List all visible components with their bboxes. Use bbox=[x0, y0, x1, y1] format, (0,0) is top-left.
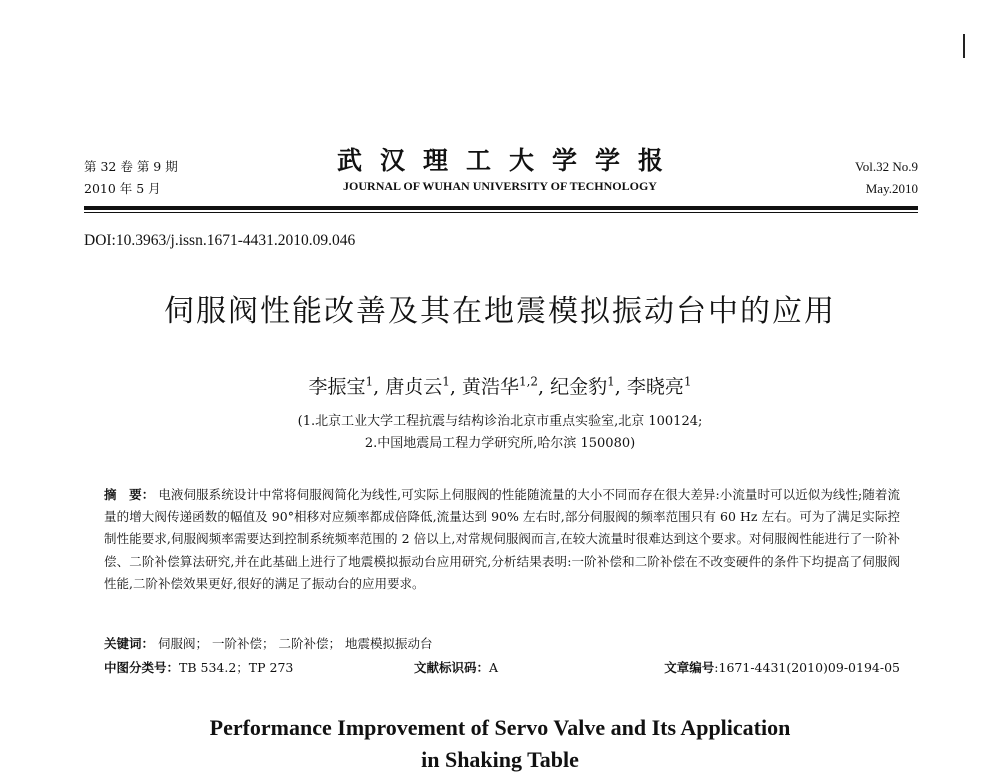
abstract-text: 电液伺服系统设计中常将伺服阀简化为线性,可实际上伺服阀的性能随流量的大小不同而存在很大差异:小流量时可以近似为线性;随着流量的增大阀传递函数的幅值及 90°相移对应频率都成倍降低,流量达到 90% 左右时,部分伺服阀的频率范围只有 60 Hz 左右。可为了满足实际控制性能要求,伺服阀频率需要达到控制系统频率范围的 2 倍以上,对常规伺服阀而言,在较大流量时很难达到这个要求。对伺服阀性能进行了一阶补偿、二阶补偿算法研究,并在此基础上进行了地震模拟振动台应用研究,分析结果表明:一阶补偿和二阶补偿在不改变硬件的条件下均提高了伺服阀性能,二阶补偿效果更好,很好的满足了振动台的应用要求。 bbox=[104, 487, 900, 591]
english-title-line2: in Shaking Table bbox=[421, 747, 579, 772]
keywords bbox=[104, 634, 433, 652]
doi: DOI:10.3963/j.issn.1671-4431.2010.09.046 bbox=[84, 232, 356, 249]
journal-name-en: JOURNAL OF WUHAN UNIVERSITY OF TECHNOLOGY bbox=[343, 179, 657, 193]
article-number-label: 文章编号 bbox=[664, 660, 715, 675]
author-affiliation-mark: 1,2 bbox=[518, 374, 539, 389]
document-code-label: 文献标识码： bbox=[414, 660, 490, 675]
page-edge-mark bbox=[963, 34, 965, 58]
abstract-label: 摘 要： bbox=[104, 487, 155, 502]
author-separator: , bbox=[373, 376, 380, 398]
header-right bbox=[700, 156, 918, 200]
author-name: 李振宝 bbox=[308, 376, 366, 398]
abstract bbox=[104, 484, 900, 595]
keywords-label: 关键词： bbox=[104, 636, 155, 651]
author-name: 黄浩华 bbox=[461, 376, 519, 398]
clc bbox=[104, 658, 293, 676]
author-affiliation-mark: 1 bbox=[607, 374, 615, 389]
author-list bbox=[0, 372, 1000, 399]
header-rule-thin bbox=[84, 212, 918, 213]
header-center bbox=[250, 146, 750, 196]
classification-line bbox=[104, 658, 900, 680]
keyword-item: 伺服阀； bbox=[158, 636, 209, 651]
author-affiliation-mark: 1 bbox=[683, 374, 692, 389]
keyword-item: 地震模拟振动台 bbox=[345, 636, 433, 651]
author-affiliation-mark: 1 bbox=[442, 374, 450, 389]
header-left bbox=[84, 156, 178, 200]
keyword-item: 一阶补偿； bbox=[212, 636, 275, 651]
english-title-line1: Performance Improvement of Servo Valve and Its Application bbox=[209, 715, 791, 740]
document-code bbox=[414, 658, 498, 676]
author-name: 唐贞云 bbox=[385, 376, 443, 398]
document-code-value: A bbox=[489, 660, 499, 675]
date-en: May.2010 bbox=[865, 181, 918, 196]
clc-value: TB 534.2；TP 273 bbox=[179, 660, 294, 675]
header-rule-thick bbox=[84, 206, 918, 210]
date-cn: 2010 年 5 月 bbox=[84, 181, 161, 196]
author-name: 李晓亮 bbox=[626, 376, 684, 398]
keyword-item: 二阶补偿； bbox=[278, 636, 342, 651]
clc-label: 中图分类号： bbox=[104, 660, 180, 675]
article-number-value: :1671-4431(2010)09-0194-05 bbox=[714, 660, 900, 675]
volume-cn: 第 32 卷 第 9 期 bbox=[84, 159, 178, 174]
article-number bbox=[664, 658, 900, 676]
english-title bbox=[0, 712, 1000, 776]
author-name: 纪金豹 bbox=[550, 376, 608, 398]
author-separator: , bbox=[449, 376, 456, 398]
author-separator: , bbox=[614, 376, 621, 398]
author-separator: , bbox=[538, 376, 545, 398]
journal-name-cn: 武汉理工大学学报 bbox=[336, 146, 681, 175]
paper-title: 伺服阀性能改善及其在地震模拟振动台中的应用 bbox=[164, 294, 836, 329]
affiliation-1: (1.北京工业大学工程抗震与结构诊治北京市重点实验室,北京 100124; bbox=[297, 414, 703, 429]
author-affiliation-mark: 1 bbox=[365, 374, 374, 389]
volume-en: Vol.32 No.9 bbox=[855, 159, 918, 174]
affiliation-2: 2.中国地震局工程力学研究所,哈尔滨 150080) bbox=[364, 436, 636, 451]
